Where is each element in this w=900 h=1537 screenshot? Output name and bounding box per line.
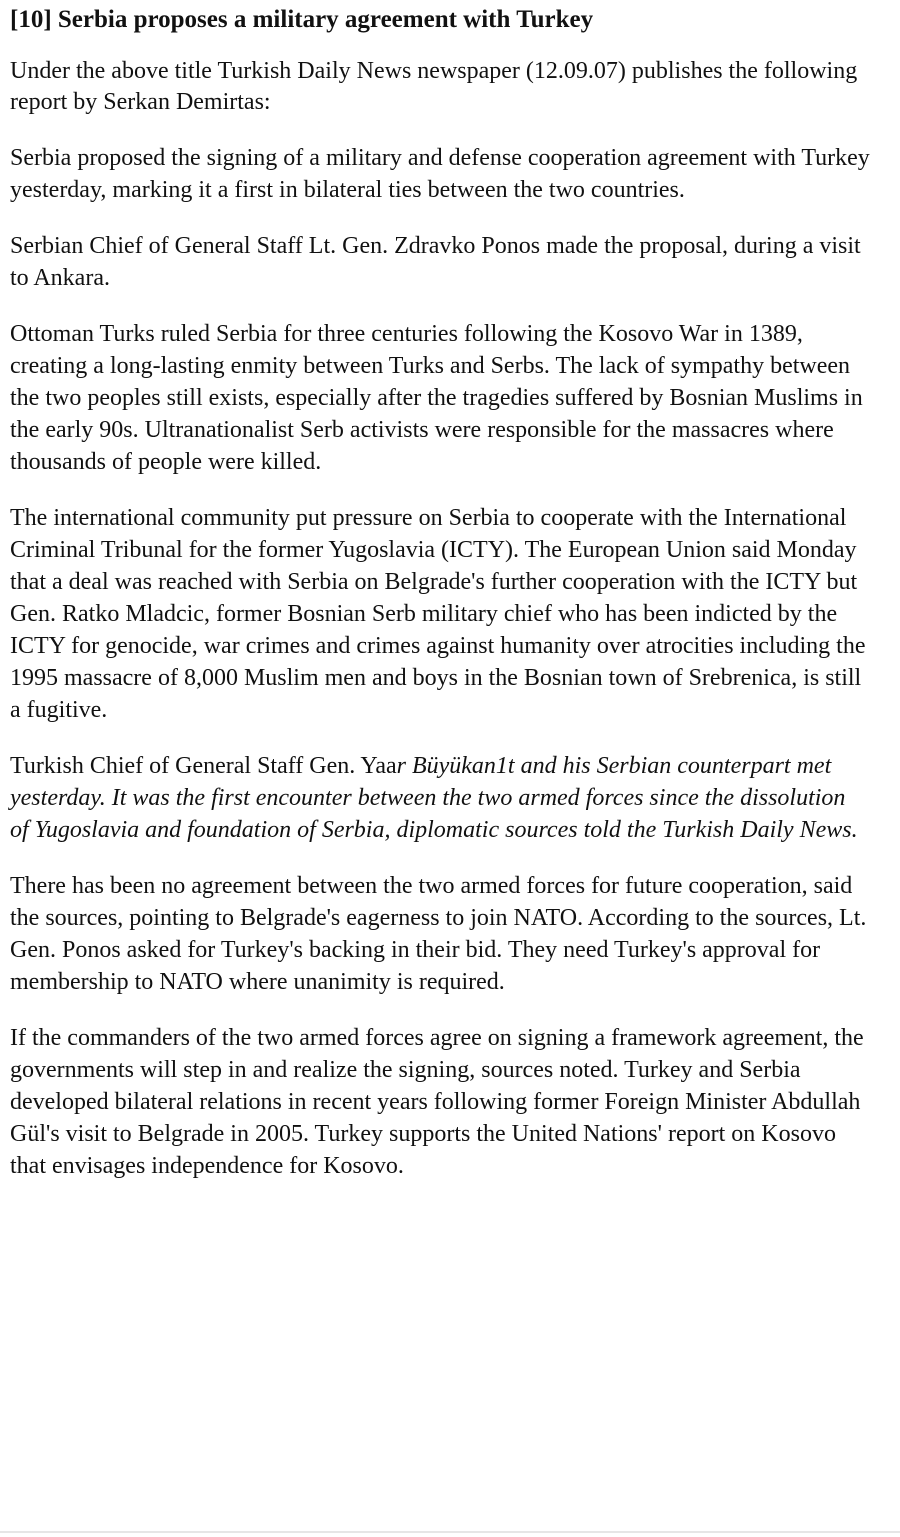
paragraph-roman-text: Turkish Chief of General Staff Gen. Yaa bbox=[10, 753, 397, 779]
article-paragraph: Under the above title Turkish Daily News newspaper (12.09.07) publishes the following report by Serkan Demirtas: bbox=[10, 58, 858, 115]
article-headline: [10] Serbia proposes a military agreement with Turkey bbox=[10, 6, 594, 33]
article-paragraph: Serbia proposed the signing of a military and defense cooperation agreement with Turkey yesterday, marking it a first in bilateral ties between the two countries. bbox=[10, 145, 870, 203]
article-paragraph: There has been no agreement between the two armed forces for future cooperation, said the sources, pointing to Belgrade's eagerness to join NATO. According to the sources, Lt. Gen. Ponos asked for Turkey's backing in their bid. They need Turkey's approval for membership to NATO where unanimity is required. bbox=[10, 873, 867, 995]
article-paragraph: If the commanders of the two armed forces agree on signing a framework agreement, the governments will step in and realize the signing, sources noted. Turkey and Serbia developed bilateral relations in recent years following former Foreign Minister Abdullah Gül's visit to Belgrade in 2005. Turkey supports the United Nations' report on Kosovo that envisages independence for Kosovo. bbox=[10, 1025, 864, 1179]
article-paragraph: Ottoman Turks ruled Serbia for three centuries following the Kosovo War in 1389, creating a long-lasting enmity between Turks and Serbs. The lack of sympathy between the two peoples still exists, especially after the tragedies suffered by Bosnian Muslims in the early 90s. Ultranationalist Serb activists were responsible for the massacres where thousands of people were killed. bbox=[10, 321, 863, 475]
article-paragraph-mixed bbox=[10, 750, 870, 846]
article-paragraph: The international community put pressure on Serbia to cooperate with the International Criminal Tribunal for the former Yugoslavia (ICTY). The European Union said Monday that a deal was reached with Serbia on Belgrade's further cooperation with the ICTY but Gen. Ratko Mladcic, former Bosnian Serb military chief who has been indicted by the ICTY for genocide, war crimes and crimes against humanity over atrocities including the 1995 massacre of 8,000 Muslim men and boys in the Bosnian town of Srebrenica, is still a fugitive. bbox=[10, 505, 866, 723]
article bbox=[10, 6, 870, 1206]
paragraph-italic-text: r Büyükan1t and his Serbian counterpart met yesterday. It was the first encounter between the two armed forces since the dissolution of Yugoslavia and foundation of Serbia, diplomatic sources told the Turkish Daily News. bbox=[10, 753, 858, 843]
page-bottom-divider bbox=[0, 1531, 900, 1533]
article-paragraph: Serbian Chief of General Staff Lt. Gen. Zdravko Ponos made the proposal, during a visit to Ankara. bbox=[10, 233, 861, 291]
